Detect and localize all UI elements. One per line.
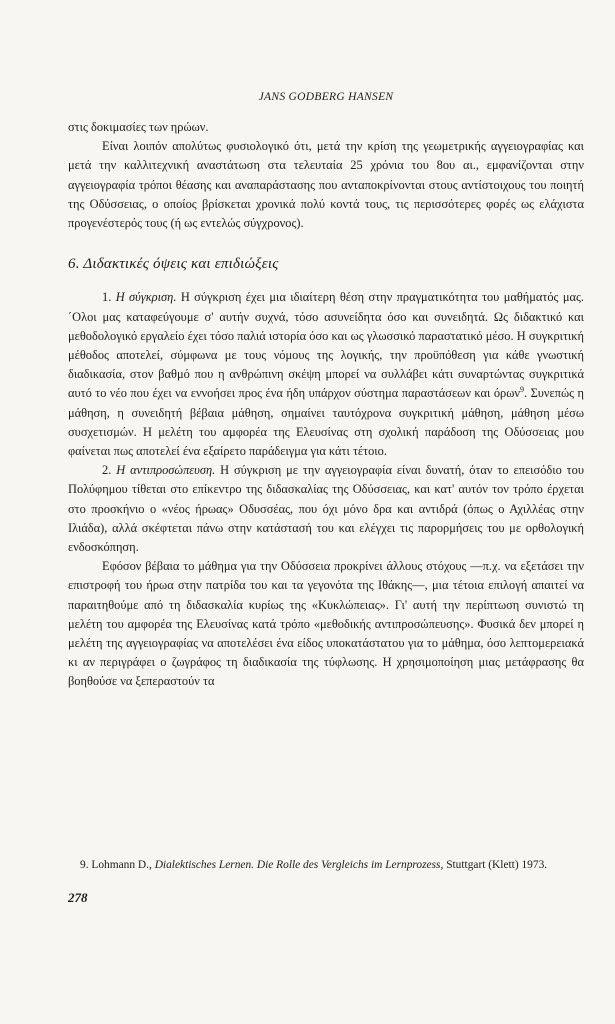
subheading-representation: Η αντιπροσώπευση. (116, 463, 216, 478)
footnote-title: Dialektisches Lernen. Die Rolle des Vergleichs im Lernprozess, (154, 859, 444, 871)
footnote-ref[interactable]: 9 (520, 385, 524, 395)
footnote-author: Lohmann D., (91, 859, 152, 871)
paragraph: Είναι λοιπόν απολύτως φυσιολογικό ότι, μετά την κρίση της γεωμετρικής αγγειογραφίας και μετά την καλλιτεχνική αναστάτωση στα τελευταία 25 χρόνια του 8ου αι., εμφανίζονται στην αγγειογραφία τρόποι θέασης και αναπαράστασης που ανταποκρίνονται στους αντίστοιχους του ποιητή της Οδύσσειας, ο οποίος βρίσκεται χρονικά πολύ κοντά τους, τις περισσότερες φορές ως ελάχιστα προγενέστερός τους (ή ως εντελώς σύγχρονος). (68, 139, 584, 231)
section-heading: 6. Διδακτικές όψεις και επιδιώξεις (68, 256, 279, 273)
paragraph-text: Η σύγκριση με την αγγειογραφία είναι δυνατή, όταν το επεισόδιο του Πολύφημου τίθεται στο επίκεντρο της διδασκαλίας της Οδύσσειας, και κατ' αυτόν τον τρόπο έρχεται στο προσκήνιο ο «νέος ήρωας» Οδυσσέας, που όχι μόνο δρα και αντιδρά (όπως ο Αχιλλέας στην Ιλιάδα), αλλά σκέφτεται πάνω στην κατάστασή του και ελέγχει τις παρορμήσεις του με ορθολογική ενδοσκόπηση. (68, 463, 584, 555)
item-number: 1. (102, 290, 112, 305)
running-head: JANS GODBERG HANSEN (258, 91, 394, 103)
footnote-number: 9. (80, 859, 89, 871)
subheading-comparison: Η σύγκριση. (115, 290, 177, 305)
paragraph-comparison (68, 288, 584, 461)
footnote (68, 856, 584, 874)
paragraph-text: . Συνεπώς η μάθηση, η συνειδητή βέβαια μάθηση, σημαίνει ταυτόχρονα συγκριτική μάθηση, μάθηση μέσω συσχετισμών. Η μελέτη του αμφορέα της Ελευσίνας στη σχολική παράδοση της Οδύσσειας μου φαίνεται πως αποτελεί ένα εξαίρετο παράδειγμα για κάτι τέτοιο. (68, 386, 585, 459)
body-text (68, 118, 584, 692)
page-number: 278 (68, 890, 88, 905)
paragraph: στις δοκιμασίες των ηρώων. (68, 120, 209, 134)
item-number: 2. (102, 463, 112, 478)
footnote-place: Stuttgart (Klett) 1973. (446, 859, 548, 871)
paragraph-text: Η σύγκριση έχει μια ιδιαίτερη θέση στην πραγματικότητα του μαθήματός μας. ΄Ολοι μας καταφεύγουμε σ' αυτήν συχνά, τόσο ασυνείδητα όσο και συνειδητά. Ως διδακτικό και μεθοδολογικό εργαλείο έχει τόσο παλιά ιστορία όσο και ως γλωσσικό παραστατικό μέσο. Η συγκριτική μέθοδος αποτελεί, σύμφωνα με τους νόμους της λογικής, την προϋπόθεση για κάθε γνωστική διαδικασία, στον βαθμό που η ανθρώπινη σκέψη μπορεί να συλλάβει κάτι συναρτώντας συγκριτικά αυτό το νέο που έχει να εννοήσει προς ένα ήδη υπάρχον σύστημα παραστάσεων και όρων (68, 290, 584, 401)
paragraph: Εφόσον βέβαια το μάθημα για την Οδύσσεια προκρίνει άλλους στόχους —π.χ. να εξετάσει την επιστροφή του ήρωα στην πατρίδα του και τα γεγονότα της Ιθάκης—, μια τέτοια επιλογή απαιτεί να παραιτηθούμε από τη διδασκαλία κυρίως της «Κυκλώπειας». Γι' αυτή την περίπτωση συνιστώ τη μελέτη του αμφορέα της Ελευσίνας κατά τρόπο «μεθοδικής αντιπροσώπευσης». Φυσικά δεν μπορεί η μελέτη της αγγειογραφίας να αποτελέσει ένα είδος υποκατάστατου για το μάθημα, όσο λεπτομερειακά κι αν περιγράφει ο ζωγράφος τη διαδικασία της τύφλωσης. Η χρησιμοποίηση μιας μετάφρασης θα βοηθούσε να ξεπεραστούν τα (68, 559, 584, 689)
paragraph-representation (68, 461, 584, 557)
